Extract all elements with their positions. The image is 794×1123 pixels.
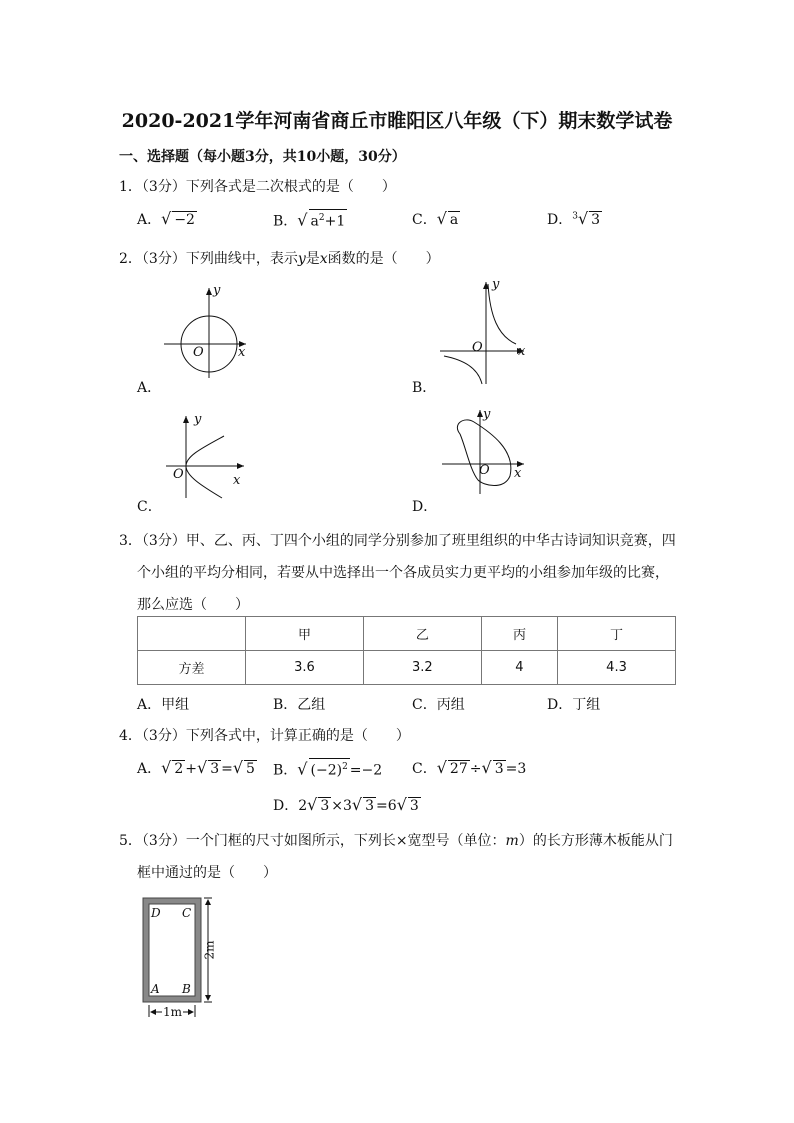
exam-title: 2020-2021学年河南省商丘市睢阳区八年级（下）期末数学试卷 <box>121 110 673 132</box>
q4-option-a[interactable]: A．√ 2 +√ 3 =√ 5 <box>137 758 255 777</box>
axis-y-label: y <box>194 412 202 427</box>
option-label: B． <box>273 213 298 230</box>
radical-sign: √ <box>396 795 407 814</box>
axis-x-label: x <box>518 344 526 359</box>
option-label: A． <box>137 212 162 228</box>
table-cell: 4 <box>481 651 557 685</box>
axis-y-label: y <box>492 277 500 292</box>
width-label: 1m <box>163 1005 183 1019</box>
question-3-line-2: 个小组的平均分相同，若要从中选择出一个各成员实力更平均的小组参加年级的比赛， <box>137 565 669 581</box>
origin-label: O <box>193 345 204 360</box>
exponent: 2 <box>318 213 325 223</box>
vertex-label-d: D <box>151 906 161 920</box>
axis-x-label: x <box>238 345 246 360</box>
table-cell: 4.3 <box>558 651 676 685</box>
radicand: 3 <box>591 212 601 228</box>
graph-b-hyperbola <box>436 276 536 388</box>
radicand: a <box>449 212 459 228</box>
q4-option-c[interactable]: C．√ 27 ÷√ 3 =3 <box>412 758 527 777</box>
table-cell: 方差 <box>138 651 246 685</box>
radical-sign: √ <box>161 209 172 228</box>
q1-option-a[interactable] <box>137 209 197 229</box>
radical-sign: √ <box>436 758 447 777</box>
q2-option-c[interactable]: C． <box>137 499 162 515</box>
q2-option-b[interactable]: B． <box>412 380 437 396</box>
q1-option-b[interactable] <box>273 209 347 231</box>
height-label: 2m <box>202 940 217 960</box>
question-2-stem: 2．（3分）下列曲线中，表示y是x函数的是（ ） <box>119 251 440 267</box>
table-header-row <box>138 617 676 651</box>
axis-x-label: x <box>514 466 522 481</box>
q1-option-d[interactable] <box>547 209 602 229</box>
radical-sign: √ <box>577 209 589 228</box>
table-cell: 3.6 <box>246 651 364 685</box>
vertex-label-b: B <box>182 982 191 996</box>
section-heading: 一、选择题（每小题3分，共10小题，30分） <box>119 149 406 165</box>
question-5-line-2: 框中通过的是（ ） <box>137 865 277 881</box>
variance-table <box>137 616 676 685</box>
table-row <box>138 651 676 685</box>
radicand: −2 <box>174 212 195 228</box>
origin-label: O <box>472 340 483 355</box>
option-label: C． <box>412 212 437 228</box>
radical-sign: √ <box>161 758 172 777</box>
axis-y-label: y <box>483 407 491 422</box>
radical-sign: √ <box>196 758 208 777</box>
table-header-cell: 甲 <box>246 617 364 651</box>
q3-option-b[interactable]: B．乙组 <box>273 697 326 713</box>
axis-x-label: x <box>233 473 241 488</box>
option-label: D． <box>547 212 573 228</box>
q3-option-d[interactable]: D．丁组 <box>547 697 601 713</box>
radicand <box>309 209 348 230</box>
radicand-base: a <box>310 213 319 230</box>
origin-label: O <box>479 463 490 478</box>
q3-option-c[interactable]: C．丙组 <box>412 697 465 713</box>
q2-option-d[interactable]: D． <box>412 499 438 515</box>
question-1-stem: 1．（3分）下列各式是二次根式的是（ ） <box>119 179 396 195</box>
graph-a-circle <box>160 282 260 382</box>
parabola-curve <box>186 436 224 498</box>
question-4-stem: 4．（3分）下列各式中，计算正确的是（ ） <box>119 728 410 744</box>
q1-option-c[interactable] <box>412 209 460 229</box>
question-3-line-3: 那么应选（ ） <box>137 597 249 613</box>
table-header-cell: 丙 <box>481 617 557 651</box>
radicand-tail: +1 <box>324 213 346 230</box>
table-header-cell: 乙 <box>363 617 481 651</box>
radical-sign: √ <box>436 209 447 228</box>
radical-sign: √ <box>481 758 492 777</box>
vertex-label-c: C <box>182 906 192 920</box>
hyperbola-branch-2 <box>444 356 482 384</box>
axis-y-label: y <box>213 283 221 298</box>
q4-option-b[interactable]: B．√ $(-2)^2 =-2$ <box>273 759 383 779</box>
origin-label: O <box>173 467 184 482</box>
question-3-line-1: 3．（3分）甲、乙、丙、丁四个小组的同学分别参加了班里组织的中华古诗词知识竞赛，四 <box>119 533 676 549</box>
q2-option-a[interactable]: A． <box>137 380 162 396</box>
radical-sign: √ <box>232 758 244 777</box>
radical-sign: √ <box>297 759 308 779</box>
table-header-cell <box>138 617 246 651</box>
hyperbola-branch-1 <box>488 284 516 344</box>
radical-sign: √ <box>307 795 318 814</box>
radical-sign: √ <box>351 795 363 814</box>
q4-option-d[interactable]: D．2√ 3 ×3√ 3 =6√ 3 <box>273 795 419 814</box>
radical-sign: √ <box>297 210 308 230</box>
q3-option-a[interactable]: A．甲组 <box>137 697 190 713</box>
question-5-line-1: 5．（3分）一个门框的尺寸如图所示，下列长×宽型号（单位：m）的长方形薄木板能从门 <box>119 833 673 849</box>
table-cell: 3.2 <box>363 651 481 685</box>
root-index: 3 <box>572 211 578 222</box>
table-header-cell: 丁 <box>558 617 676 651</box>
vertex-label-a: A <box>151 982 160 996</box>
